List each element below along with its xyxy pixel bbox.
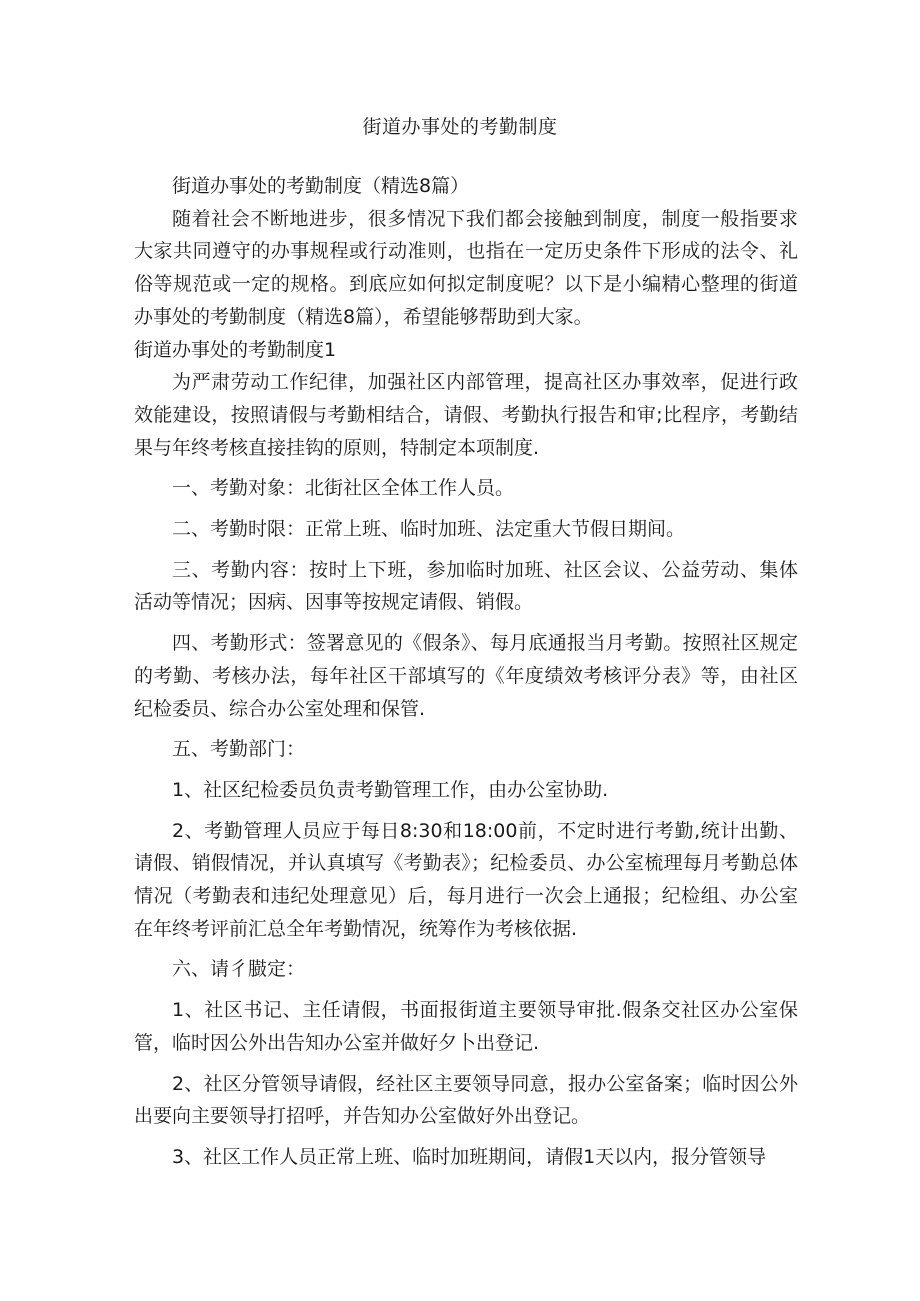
rule-item-5-2: 2、考勤管理人员应于每日8:30和18:00前，不定时进行考勤,统计出勤、请假、销假情况，并认真填写《考勤表》；纪检委员、办公室梳理每月考勤总体情况（考勤表和违纪处理意见）后，每月进行一次会上通报；纪检组、办公室在年终考评前汇总全年考勤情况，统筹作为考核依据. xyxy=(134,819,798,940)
document-body xyxy=(134,170,798,1174)
rule-item-3: 三、考勤内容：按时上下班，参加临时加班、社区会议、公益劳动、集体活动等情况；因病、因事等按规定请假、销假。 xyxy=(134,558,798,614)
intro-paragraph: 随着社会不断地进步，很多情况下我们都会接触到制度，制度一般指要求大家共同遵守的办事规程或行动准则，也指在一定历史条件下形成的法令、礼俗等规范或一定的规格。到底应如何拟定制度呢？以下是小编精心整理的街道办事处的考勤制度（精选8篇），希望能够帮助到大家。 xyxy=(134,207,798,328)
rule-item-5-1: 1、社区纪检委员负责考勤管理工作，由办公室协助. xyxy=(172,778,609,801)
rule-item-6-1: 1、社区书记、主任请假，书面报街道主要领导审批.假条交社区办公室保管，临时因公外出告知办公室并做好夕卜出登记. xyxy=(134,999,798,1054)
rule-item-1: 一、考勤对象：北街社区全体工作人员。 xyxy=(172,477,515,500)
purpose-paragraph: 为严肃劳动工作纪律，加强社区内部管理，提高社区办事效率，促进行政效能建设，按照请假与考勤相结合，请假、考勤执行报告和审;比程序，考勤结果与年终考核直接挂钩的原则，特制定本项制度. xyxy=(134,371,798,459)
rule-item-6-3: 3、社区工作人员正常上班、临时加班期间，请假1天以内，报分管领导 xyxy=(172,1145,767,1168)
rule-item-2: 二、考勤时限：正常上班、临时加班、法定重大节假日期间。 xyxy=(172,518,686,541)
rule-item-6: 六、请彳臌定： xyxy=(172,958,306,981)
section-heading: 街道办事处的考勤制度1 xyxy=(134,338,337,361)
subtitle-paragraph: 街道办事处的考勤制度（精选8篇） xyxy=(172,175,470,197)
rule-item-4: 四、考勤形式：签署意见的《假条》、每月底通报当月考勤。按照社区规定的考勤、考核办法，每年社区干部填写的《年度绩效考核评分表》等，由社区纪检委员、综合办公室处理和保管. xyxy=(134,632,798,720)
rule-item-5: 五、考勤部门： xyxy=(172,738,306,761)
rule-item-6-2: 2、社区分管领导请假，经社区主要领导同意，报办公室备案；临时因公外出要向主要领导打招呼，并告知办公室做好外出登记。 xyxy=(134,1072,798,1128)
document-title: 街道办事处的考勤制度 xyxy=(362,116,558,138)
